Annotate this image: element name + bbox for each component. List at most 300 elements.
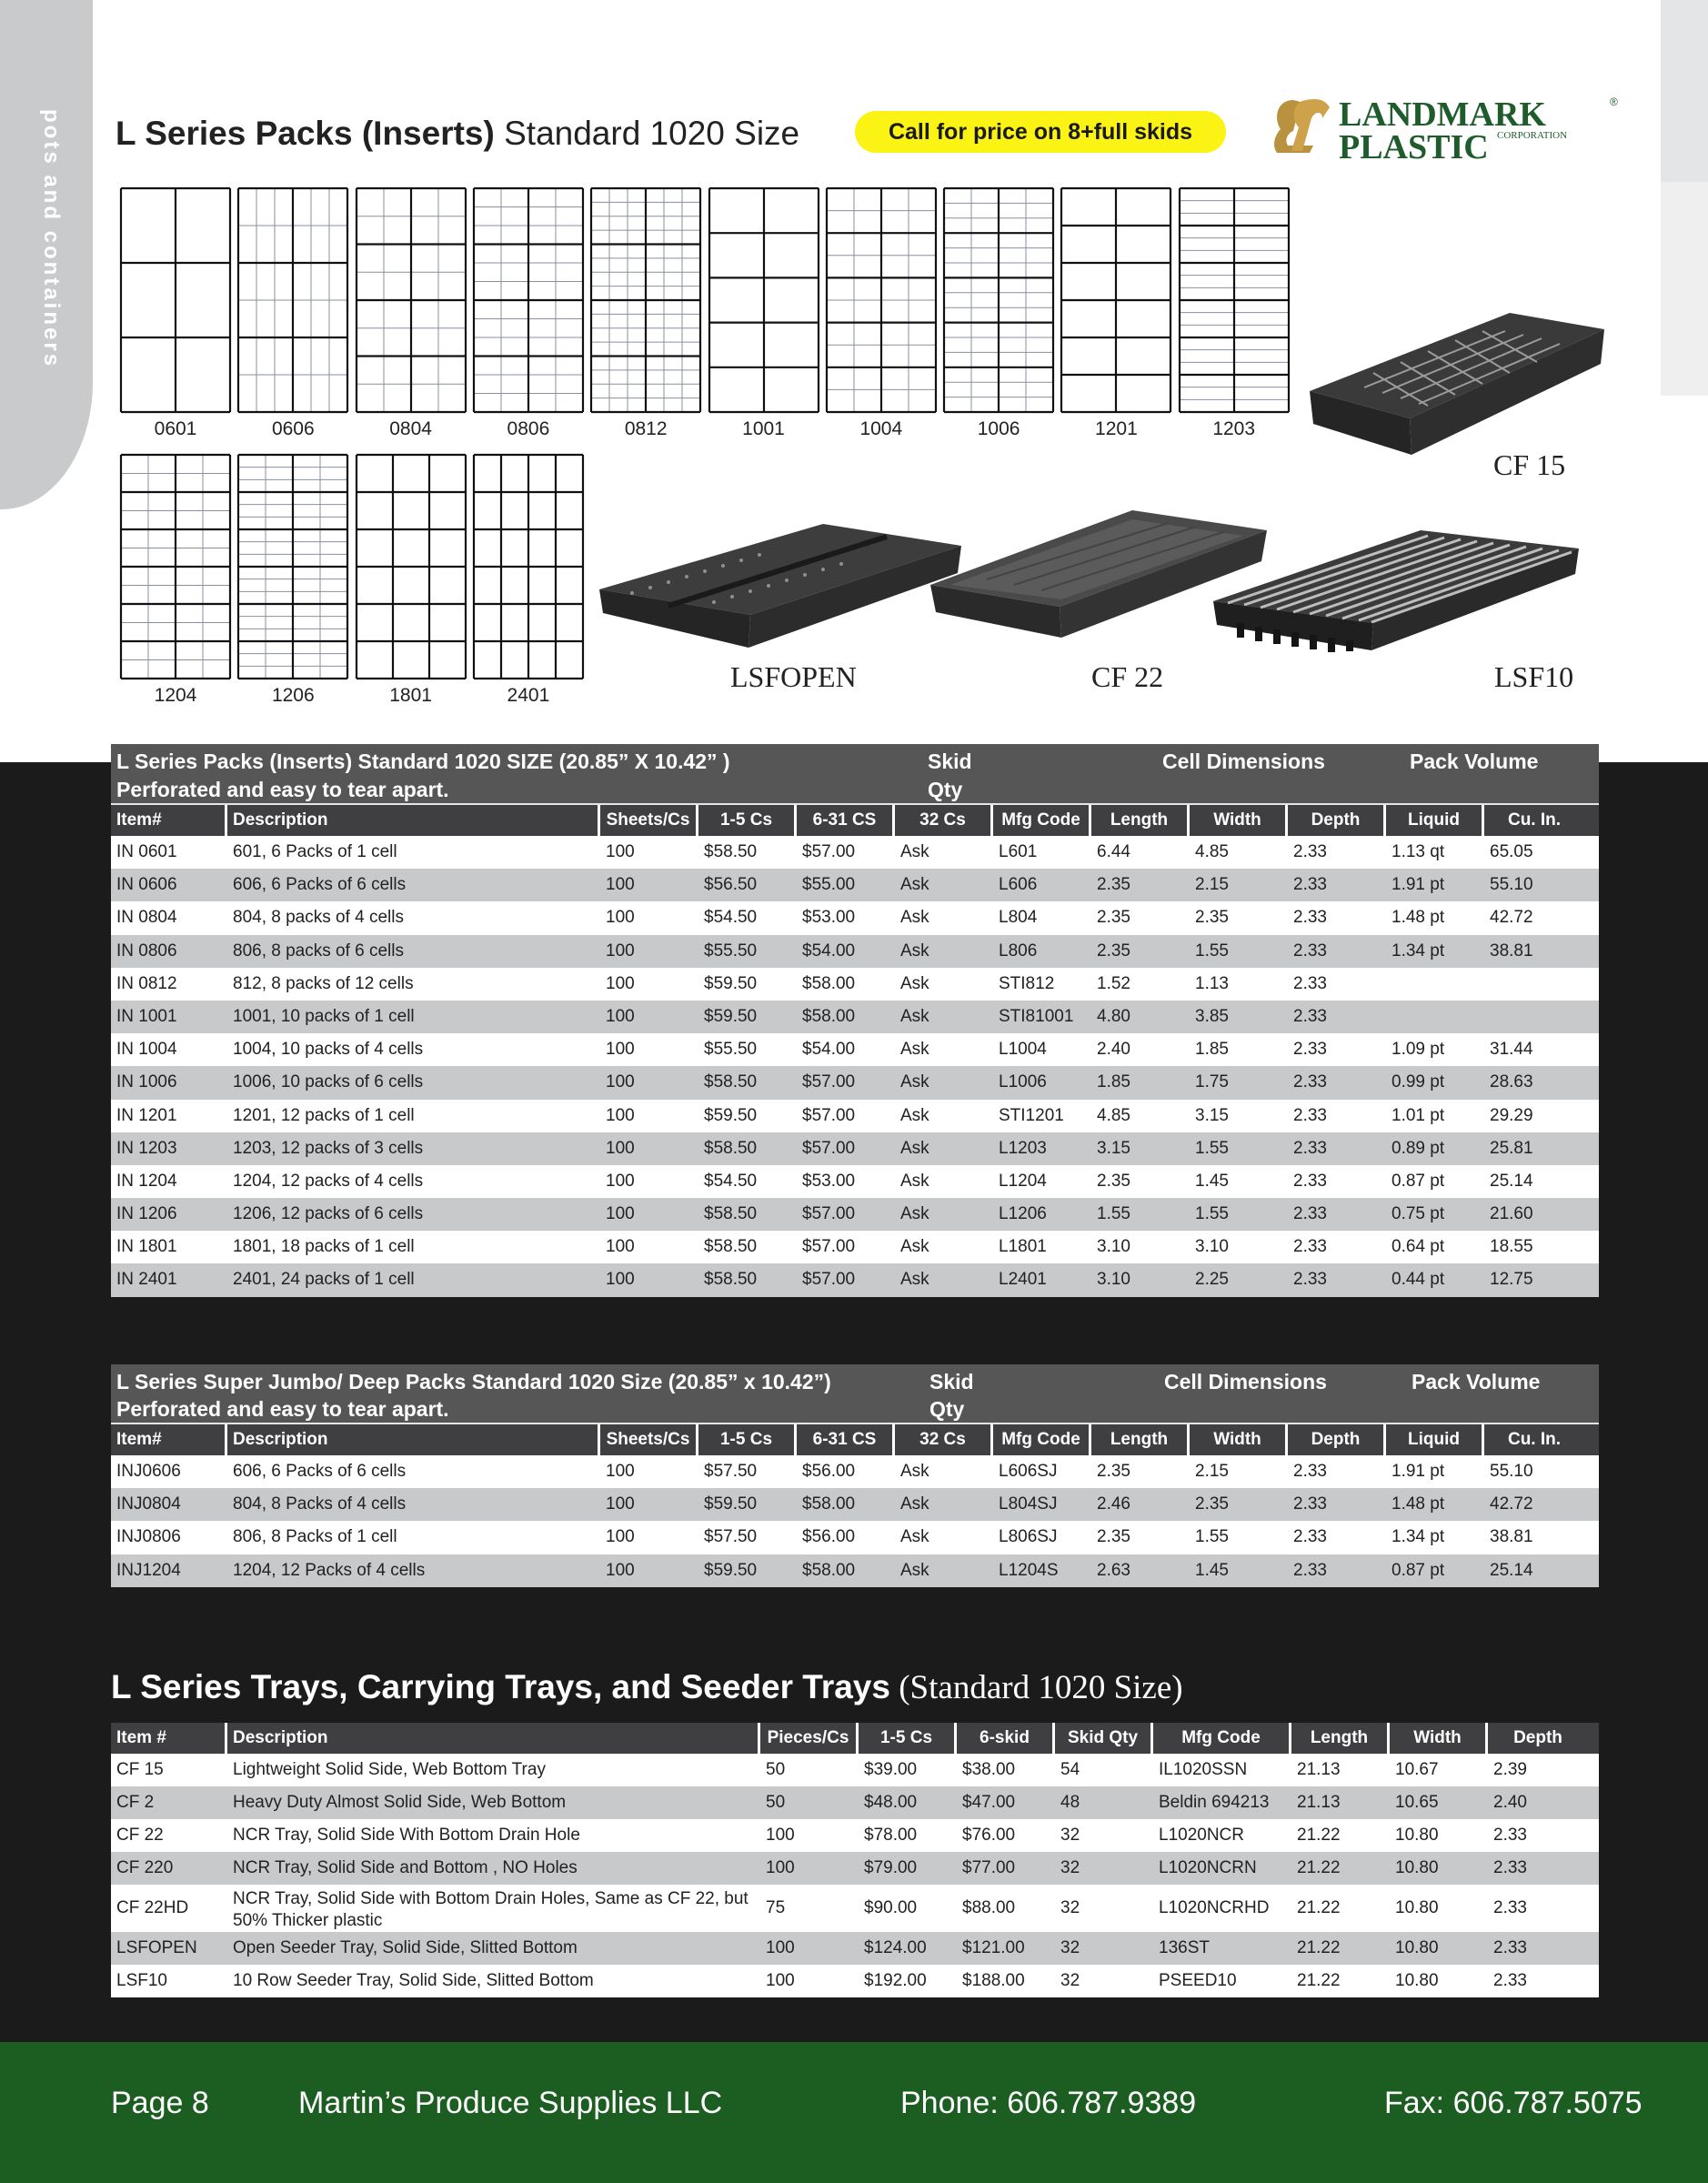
- inserts-table-cell: IN 0812: [116, 973, 177, 993]
- trays-table-row: [111, 1932, 1599, 1965]
- pack-label-1206: 1206: [271, 685, 315, 706]
- inserts-price-table: [111, 744, 1599, 1297]
- inserts-table-cell: 2.35: [1097, 1171, 1130, 1191]
- pack-diagram-1204: [119, 453, 232, 680]
- jumbo-table-cell: $58.00: [802, 1560, 856, 1580]
- trays-table-cell: NCR Tray, Solid Side With Bottom Drain Hole: [233, 1826, 580, 1845]
- inserts-table-cell: Ask: [900, 1270, 929, 1290]
- inserts-table-cell: 2.33: [1293, 1138, 1327, 1158]
- pack-diagram-0804: [355, 186, 467, 414]
- inserts-table-cell: 0.89 pt: [1392, 1138, 1445, 1158]
- jumbo-table-subtitle: Perforated and easy to tear apart.: [116, 1397, 449, 1421]
- logo-line1: LANDMARK: [1339, 96, 1546, 134]
- inserts-table-qty: Qty: [928, 778, 963, 801]
- pack-label-0804: 0804: [389, 418, 432, 439]
- pack-grid-0606: [236, 186, 349, 414]
- trays-table-cell: 2.33: [1493, 1938, 1527, 1957]
- trays-table-cell: CF 2: [116, 1793, 155, 1812]
- jumbo-table-row: [111, 1554, 1599, 1587]
- trays-table-cell: 21.22: [1297, 1971, 1341, 1990]
- jumbo-table-cell: 1.34 pt: [1392, 1527, 1445, 1547]
- logo-registered-mark: ®: [1610, 96, 1618, 108]
- inserts-table-cell: L1004: [999, 1040, 1047, 1060]
- inserts-table-cell: L2401: [999, 1270, 1047, 1290]
- pack-label-1201: 1201: [1095, 418, 1138, 439]
- jumbo-table-cell: 55.10: [1490, 1462, 1533, 1481]
- inserts-table-title: L Series Packs (Inserts) Standard 1020 SIZE (20.85” X 10.42” ): [116, 749, 730, 773]
- inserts-table-cell: IN 1006: [116, 1072, 177, 1092]
- trays-table-cell: 21.22: [1297, 1898, 1341, 1917]
- inserts-table-cell: 100: [606, 908, 635, 928]
- inserts-table-cell: L601: [999, 842, 1038, 861]
- trays-table-cell: $121.00: [962, 1938, 1025, 1957]
- trays-table-cell: L1020NCR: [1159, 1826, 1244, 1845]
- trays-table-cell: 75: [766, 1898, 786, 1917]
- inserts-table-cell: IN 2401: [116, 1270, 177, 1290]
- inserts-table-cell: 100: [606, 1171, 635, 1191]
- footer-page-number: Page 8: [111, 2086, 209, 2120]
- logo-line2: PLASTIC: [1339, 128, 1489, 164]
- jumbo-table-cell: 100: [606, 1494, 635, 1514]
- inserts-table-cell: $57.00: [802, 1204, 856, 1224]
- inserts-table-cell: STI812: [999, 973, 1055, 993]
- jumbo-col-cu-in: Cu. In.: [1507, 1430, 1562, 1449]
- inserts-table-cell: 55.10: [1490, 875, 1533, 895]
- jumbo-table-pack-volume: Pack Volume: [1412, 1370, 1541, 1393]
- pack-label-1204: 1204: [154, 685, 197, 706]
- inserts-table-cell-dims: Cell Dimensions: [1162, 749, 1325, 773]
- trays-table-cell: 10.80: [1395, 1938, 1439, 1957]
- inserts-table-cell: IN 0804: [116, 908, 177, 928]
- inserts-table-row: [111, 1033, 1599, 1066]
- inserts-table-cell: Ask: [900, 1105, 929, 1125]
- inserts-table-row: [111, 968, 1599, 1001]
- inserts-table-cell: $59.50: [704, 973, 758, 993]
- tray-label-lsf10: LSF10: [1494, 660, 1574, 693]
- inserts-table-body: [111, 836, 1599, 1297]
- inserts-table-cell: IN 1204: [116, 1171, 177, 1191]
- trays-table-cell: L1020NCRN: [1159, 1858, 1257, 1877]
- trays-table-cell: $78.00: [864, 1826, 918, 1845]
- inserts-table-row: [111, 869, 1599, 901]
- pack-diagram-1006: [942, 186, 1055, 414]
- inserts-table-cell: 31.44: [1490, 1040, 1533, 1060]
- trays-col-length: Length: [1291, 1723, 1390, 1754]
- jumbo-table-cell: 42.72: [1490, 1494, 1533, 1514]
- pack-grid-1203: [1178, 186, 1291, 414]
- pack-grid-1001: [708, 186, 820, 414]
- pack-grid-1201: [1060, 186, 1172, 414]
- inserts-table-cell: 606, 6 Packs of 6 cells: [233, 875, 407, 895]
- trays-table-cell: $79.00: [864, 1858, 918, 1877]
- jumbo-col-1-5-cs: 1-5 Cs: [698, 1424, 797, 1455]
- inserts-table-cell: L1203: [999, 1138, 1047, 1158]
- jumbo-table-title: L Series Super Jumbo/ Deep Packs Standard 1020 Size (20.85” x 10.42”): [116, 1370, 831, 1393]
- jumbo-table-row: [111, 1488, 1599, 1521]
- pack-diagram-1201: [1060, 186, 1172, 414]
- trays-table-cell: CF 220: [116, 1858, 174, 1877]
- inserts-table-cell: 1.85: [1097, 1072, 1130, 1092]
- inserts-table-cell: $59.50: [704, 1105, 758, 1125]
- inserts-table-cell: L1206: [999, 1204, 1047, 1224]
- inserts-table-cell: STI1201: [999, 1105, 1064, 1125]
- inserts-table-cell: Ask: [900, 875, 929, 895]
- jumbo-col-length: Length: [1091, 1424, 1190, 1455]
- pack-grid-0601: [119, 186, 232, 414]
- trays-table-cell: 50: [766, 1760, 786, 1779]
- inserts-table-cell: Ask: [900, 1072, 929, 1092]
- trays-col-1-5-cs: 1-5 Cs: [859, 1723, 957, 1754]
- inserts-table-row: [111, 935, 1599, 968]
- pack-diagram-0806: [472, 186, 585, 414]
- jumbo-table-cell: 2.33: [1293, 1462, 1327, 1481]
- jumbo-table-cell: L804SJ: [999, 1494, 1058, 1514]
- inserts-table-cell: STI81001: [999, 1006, 1074, 1026]
- pack-label-0606: 0606: [271, 418, 315, 439]
- inserts-table-cell: IN 0601: [116, 842, 177, 861]
- side-section-label: pots and containers: [39, 109, 64, 369]
- pack-diagram-1004: [825, 186, 938, 414]
- inserts-table-cell: $57.00: [802, 1270, 856, 1290]
- inserts-col-width: Width: [1190, 805, 1288, 836]
- inserts-table-cell: 100: [606, 1006, 635, 1026]
- inserts-table-cell: 1.34 pt: [1392, 941, 1445, 961]
- inserts-table-cell: 25.14: [1490, 1171, 1533, 1191]
- trays-table-cell: $192.00: [864, 1971, 927, 1990]
- inserts-table-cell: L1801: [999, 1237, 1047, 1257]
- inserts-table-cell: $55.50: [704, 941, 758, 961]
- inserts-table-cell: 804, 8 packs of 4 cells: [233, 908, 404, 928]
- inserts-table-cell: $57.00: [802, 842, 856, 861]
- inserts-table-cell: L804: [999, 908, 1038, 928]
- inserts-table-row: [111, 1132, 1599, 1165]
- inserts-table-cell: Ask: [900, 1204, 929, 1224]
- jumbo-table-row: [111, 1455, 1599, 1488]
- trays-table-cell: $188.00: [962, 1971, 1025, 1990]
- inserts-table-cell: 0.64 pt: [1392, 1237, 1445, 1257]
- inserts-table-cell: 1.55: [1195, 1138, 1229, 1158]
- jumbo-table-cell: 2.15: [1195, 1462, 1229, 1481]
- inserts-table-row: [111, 1100, 1599, 1132]
- inserts-table-cell: 2.33: [1293, 1105, 1327, 1125]
- right-edge-tab-lower: [1661, 182, 1708, 396]
- inserts-table-cell: 1.85: [1195, 1040, 1229, 1060]
- trays-table-cell: 10 Row Seeder Tray, Solid Side, Slitted Bottom: [233, 1971, 594, 1990]
- jumbo-table-cell: 804, 8 Packs of 4 cells: [233, 1494, 407, 1514]
- inserts-table-cell: 4.80: [1097, 1006, 1130, 1026]
- trays-table-cell: 32: [1060, 1826, 1080, 1845]
- inserts-table-cell: IN 1004: [116, 1040, 177, 1060]
- inserts-col-1-5-cs: 1-5 Cs: [698, 805, 797, 836]
- inserts-table-row: [111, 1066, 1599, 1099]
- inserts-col-description: Description: [227, 805, 600, 836]
- inserts-table-cell: 6.44: [1097, 842, 1130, 861]
- inserts-table-cell: 100: [606, 1270, 635, 1290]
- inserts-table-row: [111, 901, 1599, 934]
- inserts-table-cell: 2401, 24 packs of 1 cell: [233, 1270, 415, 1290]
- trays-table-cell: 32: [1060, 1898, 1080, 1917]
- inserts-table-cell: $58.50: [704, 842, 758, 861]
- pack-diagram-0606: [236, 186, 349, 414]
- inserts-table-cell: 1201, 12 packs of 1 cell: [233, 1105, 415, 1125]
- pack-label-1203: 1203: [1212, 418, 1256, 439]
- trays-table-cell: IL1020SSN: [1159, 1760, 1248, 1779]
- inserts-table-cell: 100: [606, 1237, 635, 1257]
- inserts-table-cell: 42.72: [1490, 908, 1533, 928]
- footer-company-name: Martin’s Produce Supplies LLC: [298, 2086, 723, 2120]
- jumbo-table-cell: 1.55: [1195, 1527, 1229, 1547]
- pack-grid-0804: [355, 186, 467, 414]
- inserts-table-cell: 2.33: [1293, 1040, 1327, 1060]
- trays-section-title: [111, 1668, 1183, 1707]
- inserts-table-cell: 100: [606, 941, 635, 961]
- inserts-table-cell: 0.75 pt: [1392, 1204, 1445, 1224]
- inserts-table-cell: Ask: [900, 1171, 929, 1191]
- jumbo-col-description: Description: [227, 1424, 600, 1455]
- inserts-table-cell: 1801, 18 packs of 1 cell: [233, 1237, 415, 1257]
- trays-table-cell: CF 22: [116, 1826, 164, 1845]
- jumbo-table-cell: 2.35: [1195, 1494, 1229, 1514]
- inserts-table-cell: 1.55: [1195, 1204, 1229, 1224]
- inserts-table-skid: Skid: [928, 749, 972, 773]
- landmark-plastic-logo: [1264, 91, 1628, 164]
- jumbo-table-cell: $59.50: [704, 1494, 758, 1514]
- inserts-table-cell: 28.63: [1490, 1072, 1533, 1092]
- trays-table-cell: 54: [1060, 1760, 1080, 1779]
- trays-table-cell: 2.33: [1493, 1898, 1527, 1917]
- tray-label-lsfopen: LSFOPEN: [730, 660, 857, 693]
- jumbo-table-column-headers: [111, 1423, 1599, 1455]
- inserts-table-row: [111, 1231, 1599, 1263]
- page-title: [116, 115, 799, 153]
- inserts-table-cell: 4.85: [1195, 842, 1229, 861]
- inserts-table-cell: $55.00: [802, 875, 856, 895]
- inserts-table-cell: 1.01 pt: [1392, 1105, 1445, 1125]
- jumbo-table-cell: INJ0806: [116, 1527, 181, 1547]
- pack-grid-1004: [825, 186, 938, 414]
- trays-table-cell: Heavy Duty Almost Solid Side, Web Bottom: [233, 1793, 567, 1812]
- inserts-table-cell: 100: [606, 1105, 635, 1125]
- inserts-table-cell: 2.35: [1195, 908, 1229, 928]
- inserts-table-cell: Ask: [900, 973, 929, 993]
- jumbo-table-cell: 38.81: [1490, 1527, 1533, 1547]
- inserts-table-cell: $56.50: [704, 875, 758, 895]
- inserts-table-cell: 2.33: [1293, 1072, 1327, 1092]
- trays-table-cell: 50: [766, 1793, 786, 1812]
- inserts-table-cell: 2.33: [1293, 941, 1327, 961]
- inserts-table-cell: $58.00: [802, 973, 856, 993]
- inserts-table-cell: 2.25: [1195, 1270, 1229, 1290]
- tray-photo-cf15: [1301, 309, 1605, 468]
- inserts-table-cell: 25.81: [1490, 1138, 1533, 1158]
- inserts-table-cell: Ask: [900, 1006, 929, 1026]
- trays-table-cell: Open Seeder Tray, Solid Side, Slitted Bottom: [233, 1938, 578, 1957]
- jumbo-table-cell: INJ0804: [116, 1494, 181, 1514]
- pack-label-2401: 2401: [507, 685, 550, 706]
- inserts-table-cell: 2.33: [1293, 842, 1327, 861]
- inserts-table-cell: $58.50: [704, 1204, 758, 1224]
- trays-table-cell: 32: [1060, 1971, 1080, 1990]
- jumbo-col-32-cs: 32 Cs: [895, 1424, 993, 1455]
- jumbo-table-cell: L806SJ: [999, 1527, 1058, 1547]
- trays-col-depth: Depth: [1513, 1728, 1562, 1747]
- jumbo-table-cell: 2.35: [1097, 1527, 1130, 1547]
- footer-phone: Phone: 606.787.9389: [900, 2086, 1197, 2120]
- inserts-table-cell: 1206, 12 packs of 6 cells: [233, 1204, 424, 1224]
- inserts-table-cell: 2.40: [1097, 1040, 1130, 1060]
- inserts-table-pack-volume: Pack Volume: [1410, 749, 1539, 773]
- trays-table-row: [111, 1754, 1599, 1786]
- logo-monogram-icon: [1274, 99, 1330, 153]
- pack-label-0601: 0601: [154, 418, 197, 439]
- inserts-table-cell: Ask: [900, 1237, 929, 1257]
- jumbo-table-cell: INJ0606: [116, 1462, 181, 1481]
- jumbo-table-qty: Qty: [929, 1397, 965, 1421]
- jumbo-table-cell: $56.00: [802, 1527, 856, 1547]
- jumbo-table-body: [111, 1455, 1599, 1587]
- trays-table-cell: 100: [766, 1971, 795, 1990]
- inserts-table-cell: 3.10: [1097, 1237, 1130, 1257]
- jumbo-packs-price-table: [111, 1364, 1599, 1587]
- inserts-col-cu-in: Cu. In.: [1507, 810, 1562, 830]
- inserts-table-cell: IN 1001: [116, 1006, 177, 1026]
- trays-table-row: [111, 1885, 1599, 1932]
- inserts-table-cell: $59.50: [704, 1006, 758, 1026]
- inserts-table-cell: 3.85: [1195, 1006, 1229, 1026]
- jumbo-table-cell: 1.91 pt: [1392, 1462, 1445, 1481]
- pack-grid-1206: [236, 453, 349, 680]
- trays-table-row: [111, 1819, 1599, 1852]
- jumbo-table-cell: 1204, 12 Packs of 4 cells: [233, 1560, 426, 1580]
- jumbo-table-cell: 100: [606, 1527, 635, 1547]
- inserts-table-cell: $57.00: [802, 1072, 856, 1092]
- trays-table-cell: 32: [1060, 1938, 1080, 1957]
- jumbo-table-cell: 25.14: [1490, 1560, 1533, 1580]
- tray-label-cf15: CF 15: [1493, 448, 1566, 481]
- jumbo-col-mfg-code: Mfg Code: [993, 1424, 1091, 1455]
- inserts-table-cell: Ask: [900, 941, 929, 961]
- inserts-table-cell: 1.45: [1195, 1171, 1229, 1191]
- trays-table-body: [111, 1754, 1599, 1997]
- inserts-table-cell: 1.55: [1195, 941, 1229, 961]
- trays-table-cell: 10.80: [1395, 1898, 1439, 1917]
- right-edge-tab: [1661, 0, 1708, 182]
- trays-table-cell: $90.00: [864, 1898, 918, 1917]
- inserts-table-cell: 2.33: [1293, 1270, 1327, 1290]
- jumbo-table-cell: 606, 6 Packs of 6 cells: [233, 1462, 407, 1481]
- inserts-table-cell: [1386, 1001, 1484, 1033]
- jumbo-table-cell: 100: [606, 1462, 635, 1481]
- jumbo-col-depth: Depth: [1288, 1424, 1386, 1455]
- inserts-table-cell: 2.33: [1293, 1171, 1327, 1191]
- trays-col-skid-qty: Skid Qty: [1055, 1723, 1153, 1754]
- trays-table-cell: 10.80: [1395, 1858, 1439, 1877]
- jumbo-table-cell-dims: Cell Dimensions: [1164, 1370, 1327, 1393]
- inserts-table-cell: 0.44 pt: [1392, 1270, 1445, 1290]
- inserts-table-cell: 2.35: [1097, 941, 1130, 961]
- jumbo-table-cell: Ask: [900, 1494, 929, 1514]
- logo-corporation: CORPORATION: [1497, 130, 1568, 141]
- jumbo-table-cell: 2.33: [1293, 1494, 1327, 1514]
- inserts-table-header: [111, 744, 1599, 803]
- inserts-table-subtitle: Perforated and easy to tear apart.: [116, 778, 449, 801]
- jumbo-col-6-31-cs: 6-31 CS: [797, 1424, 895, 1455]
- trays-col-pieces-cs: Pieces/Cs: [760, 1723, 859, 1754]
- inserts-table-cell: 4.85: [1097, 1105, 1130, 1125]
- inserts-table-cell: 2.35: [1097, 908, 1130, 928]
- inserts-col-mfg-code: Mfg Code: [993, 805, 1091, 836]
- inserts-table-cell: L806: [999, 941, 1038, 961]
- inserts-table-cell: $58.50: [704, 1270, 758, 1290]
- trays-table-cell: 10.65: [1395, 1793, 1439, 1812]
- inserts-table-cell: 1006, 10 packs of 6 cells: [233, 1072, 424, 1092]
- jumbo-table-cell: 1.48 pt: [1392, 1494, 1445, 1514]
- inserts-table-cell: 100: [606, 842, 635, 861]
- jumbo-col-item: Item#: [111, 1424, 227, 1455]
- trays-table-cell: $77.00: [962, 1858, 1016, 1877]
- trays-table-cell: 21.13: [1297, 1760, 1341, 1779]
- inserts-table-cell: 1.75: [1195, 1072, 1229, 1092]
- jumbo-table-header: [111, 1364, 1599, 1423]
- inserts-table-cell: 2.15: [1195, 875, 1229, 895]
- inserts-table-cell: Ask: [900, 908, 929, 928]
- jumbo-col-liquid: Liquid: [1386, 1424, 1484, 1455]
- jumbo-table-cell: 2.33: [1293, 1560, 1327, 1580]
- inserts-table-row: [111, 1198, 1599, 1231]
- inserts-table-cell: 1.91 pt: [1392, 875, 1445, 895]
- trays-table-cell: PSEED10: [1159, 1971, 1237, 1990]
- jumbo-table-cell: Ask: [900, 1560, 929, 1580]
- pack-diagram-2401: [472, 453, 585, 680]
- inserts-col-sheets-cs: Sheets/Cs: [600, 805, 698, 836]
- inserts-table-cell: 3.15: [1195, 1105, 1229, 1125]
- inserts-table-column-headers: [111, 803, 1599, 836]
- jumbo-table-skid: Skid: [929, 1370, 974, 1393]
- inserts-table-cell: L1204: [999, 1171, 1047, 1191]
- inserts-table-row: [111, 1165, 1599, 1198]
- pack-grid-0806: [472, 186, 585, 414]
- jumbo-table-cell: 2.63: [1097, 1560, 1130, 1580]
- inserts-table-cell: $54.50: [704, 908, 758, 928]
- trays-table-cell: $88.00: [962, 1898, 1016, 1917]
- pack-label-0806: 0806: [507, 418, 550, 439]
- trays-table-cell: 10.67: [1395, 1760, 1439, 1779]
- trays-table-cell: 2.33: [1493, 1971, 1527, 1990]
- trays-table-cell: $48.00: [864, 1793, 918, 1812]
- footer-fax: Fax: 606.787.5075: [1384, 2086, 1643, 2120]
- inserts-table-cell: $57.00: [802, 1105, 856, 1125]
- trays-table-cell: 10.80: [1395, 1971, 1439, 1990]
- inserts-table-row: [111, 1263, 1599, 1296]
- inserts-table-cell: 806, 8 packs of 6 cells: [233, 941, 404, 961]
- inserts-table-cell: 1203, 12 packs of 3 cells: [233, 1138, 424, 1158]
- inserts-table-cell: 0.87 pt: [1392, 1171, 1445, 1191]
- inserts-table-cell: $58.50: [704, 1072, 758, 1092]
- inserts-table-cell: 2.33: [1293, 875, 1327, 895]
- inserts-table-cell: $58.00: [802, 1006, 856, 1026]
- inserts-table-cell: 1.13: [1195, 973, 1229, 993]
- inserts-col-6-31-cs: 6-31 CS: [797, 805, 895, 836]
- inserts-table-cell: 38.81: [1490, 941, 1533, 961]
- inserts-table-cell: Ask: [900, 1040, 929, 1060]
- trays-table-cell: 10.80: [1395, 1826, 1439, 1845]
- trays-table-cell: 48: [1060, 1793, 1080, 1812]
- inserts-table-cell: 812, 8 packs of 12 cells: [233, 973, 414, 993]
- jumbo-table-cell: L606SJ: [999, 1462, 1058, 1481]
- trays-table-cell: $38.00: [962, 1760, 1016, 1779]
- inserts-table-cell: 1.09 pt: [1392, 1040, 1445, 1060]
- trays-table-cell: 136ST: [1159, 1938, 1210, 1957]
